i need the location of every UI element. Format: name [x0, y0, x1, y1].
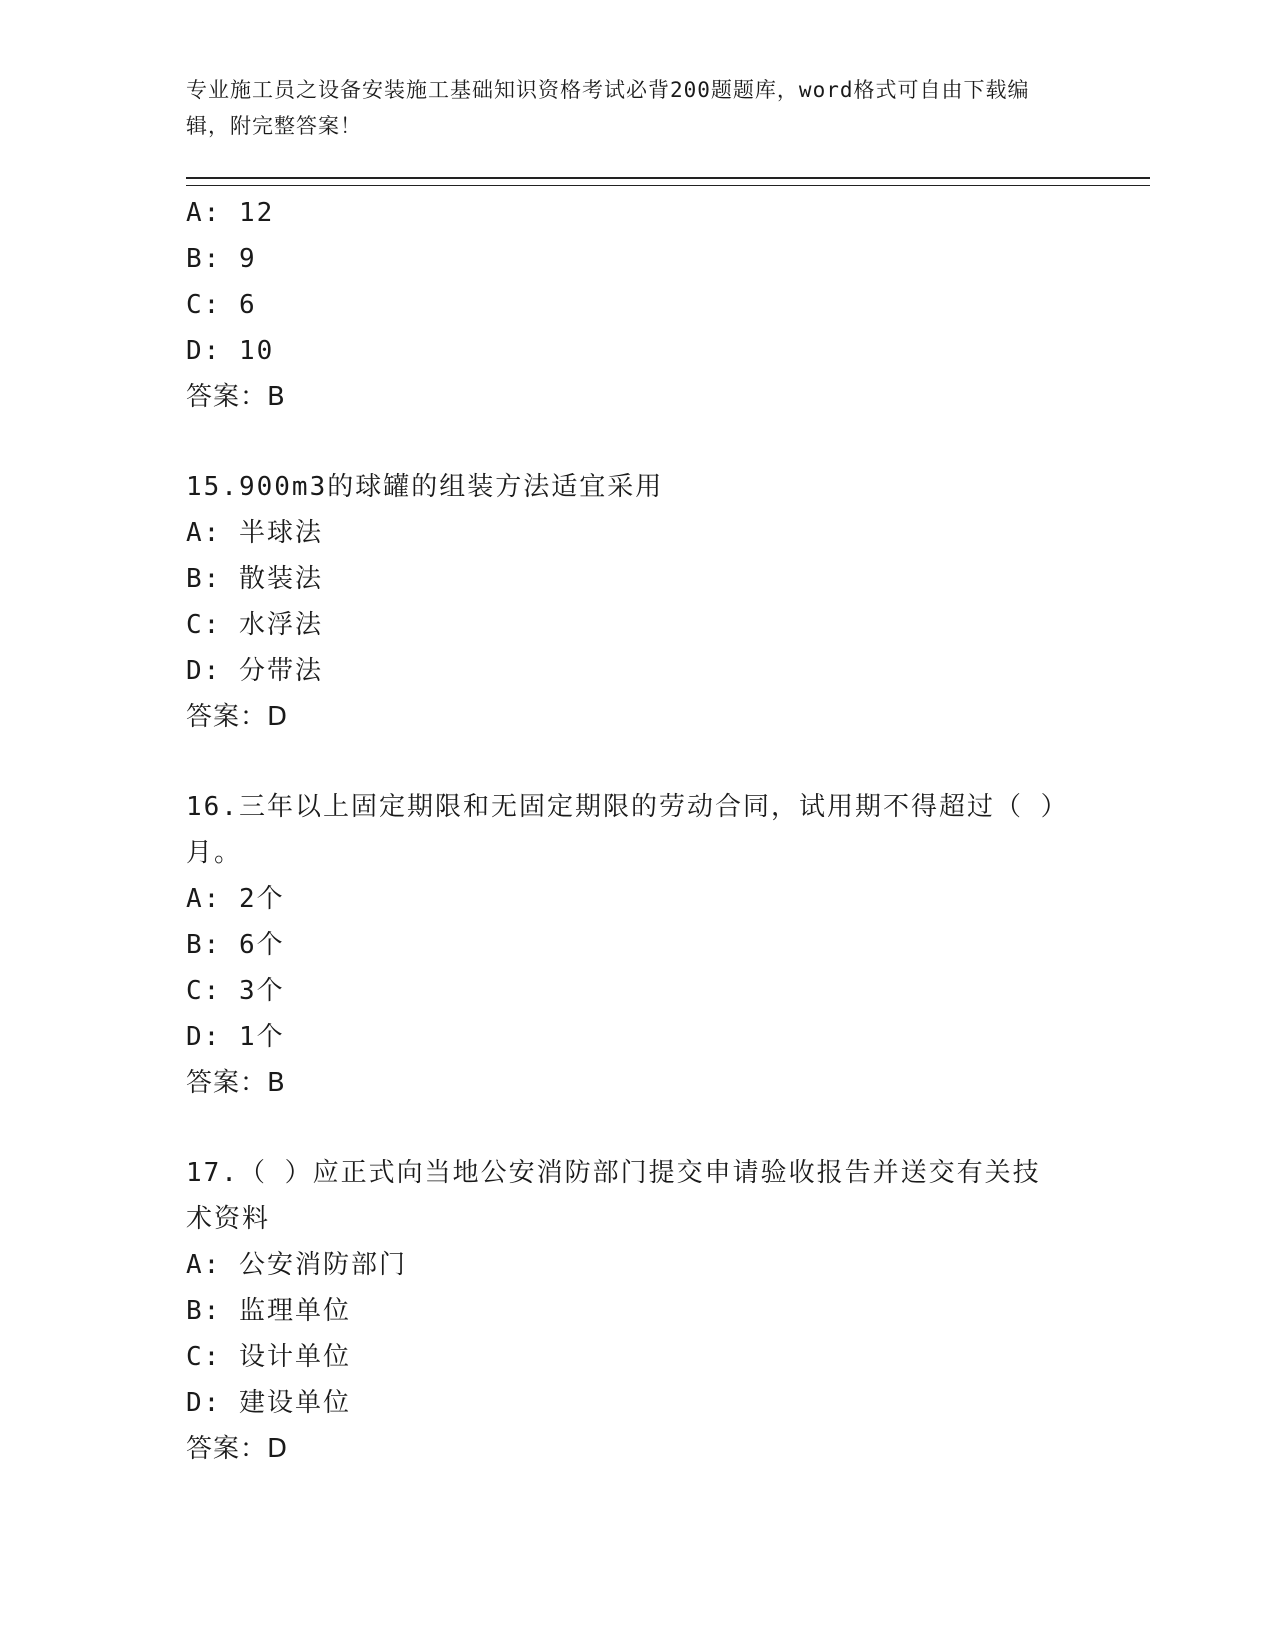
- header-divider: [186, 177, 1150, 186]
- option-d: D: 建设单位: [186, 1388, 351, 1418]
- document-header: 专业施工员之设备安装施工基础知识资格考试必背200题题库，word格式可自由下载编辑，附完整答案！: [186, 78, 1030, 138]
- answer-line: 答案：B: [186, 382, 286, 412]
- option-a: A: 2个: [186, 884, 285, 914]
- question-block-15: [186, 464, 1066, 740]
- option-d: D: 10: [186, 336, 275, 366]
- question-stem: 15.900m3的球罐的组装方法适宜采用: [186, 472, 664, 502]
- option-b: B: 9: [186, 244, 257, 274]
- question-stem: 16.三年以上固定期限和无固定期限的劳动合同，试用期不得超过（ ）月。: [186, 792, 1056, 868]
- option-d: D: 1个: [186, 1022, 285, 1052]
- answer-line: 答案：D: [186, 1434, 289, 1464]
- option-c: C: 设计单位: [186, 1342, 351, 1372]
- option-b: B: 监理单位: [186, 1296, 351, 1326]
- option-b: B: 散装法: [186, 564, 323, 594]
- option-a: A: 半球法: [186, 518, 323, 548]
- question-block-prev: [186, 190, 1066, 420]
- question-block-16: [186, 784, 1066, 1106]
- option-c: C: 水浮法: [186, 610, 323, 640]
- option-d: D: 分带法: [186, 656, 323, 686]
- option-b: B: 6个: [186, 930, 285, 960]
- answer-line: 答案：B: [186, 1068, 286, 1098]
- answer-line: 答案：D: [186, 702, 289, 732]
- question-list: [186, 190, 1066, 1472]
- option-c: C: 6: [186, 290, 257, 320]
- question-stem: 17.（ ）应正式向当地公安消防部门提交申请验收报告并送交有关技术资料: [186, 1158, 1041, 1234]
- question-block-17: [186, 1150, 1066, 1472]
- option-a: A: 12: [186, 198, 275, 228]
- option-a: A: 公安消防部门: [186, 1250, 407, 1280]
- option-c: C: 3个: [186, 976, 285, 1006]
